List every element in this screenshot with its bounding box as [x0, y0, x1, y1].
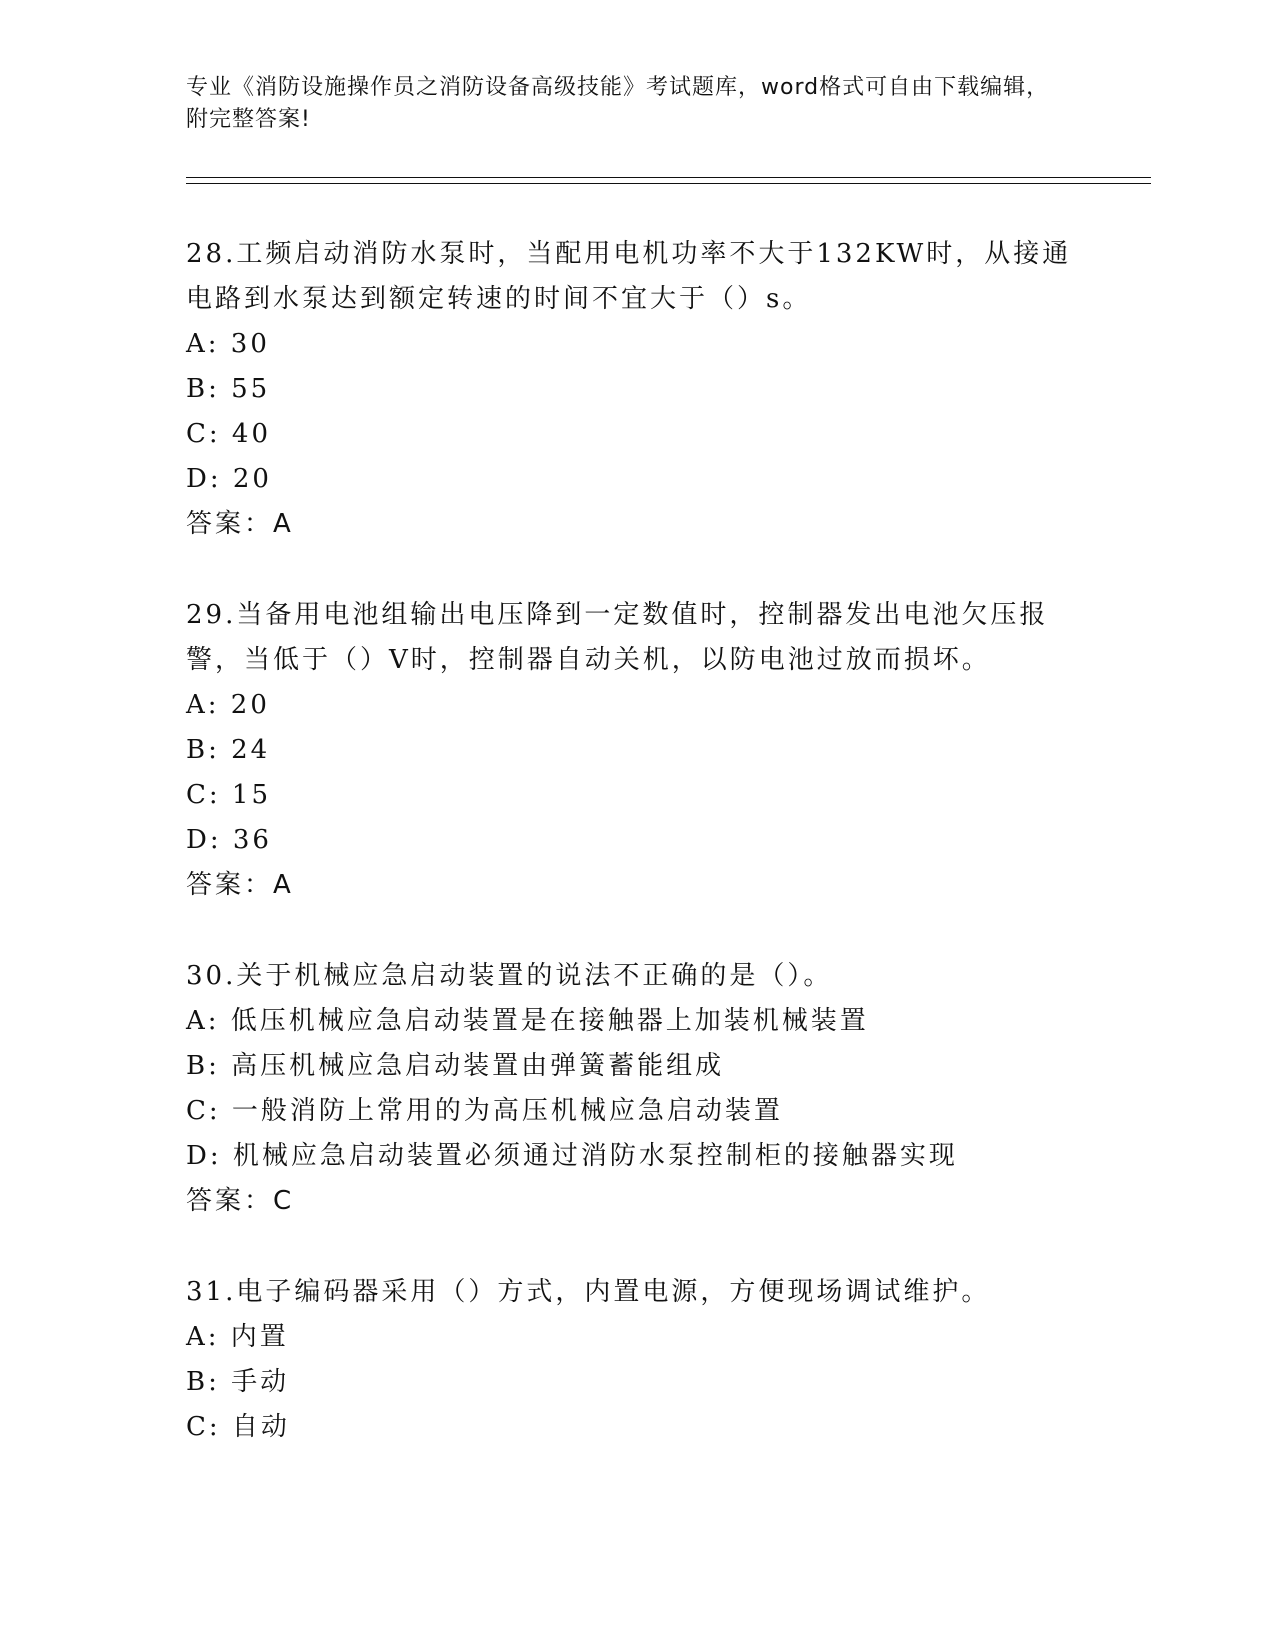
option-c: C: 一般消防上常用的为高压机械应急启动装置	[186, 1096, 783, 1126]
option-d: D: 机械应急启动装置必须通过消防水泵控制柜的接触器实现	[186, 1141, 958, 1171]
option-b: B: 55	[186, 374, 271, 404]
header-divider-top	[186, 177, 1151, 178]
option-a: A: 内置	[186, 1322, 289, 1352]
question-text: 28.工频启动消防水泵时，当配用电机功率不大于132KW时，从接通电路到水泵达到额定转速的时间不宜大于（）s。	[186, 239, 1072, 314]
question-31	[186, 1270, 1086, 1450]
header-divider-bottom	[186, 183, 1151, 184]
option-a: A: 30	[186, 329, 270, 359]
question-text: 31.电子编码器采用（）方式，内置电源，方便现场调试维护。	[186, 1277, 991, 1307]
question-list	[186, 232, 1086, 1496]
answer-line: 答案：A	[186, 509, 294, 539]
option-a: A: 低压机械应急启动装置是在接触器上加装机械装置	[186, 1006, 869, 1036]
document-header: 专业《消防设施操作员之消防设备高级技能》考试题库，word格式可自由下载编辑，附完整答案!	[186, 75, 1050, 132]
option-a: A: 20	[186, 690, 270, 720]
answer-line: 答案：C	[186, 1186, 295, 1216]
option-d: D: 36	[186, 825, 272, 855]
option-c: C: 自动	[186, 1412, 290, 1442]
question-text: 30.关于机械应急启动装置的说法不正确的是（）。	[186, 961, 833, 991]
question-30	[186, 954, 1086, 1224]
option-b: B: 24	[186, 735, 271, 765]
question-28	[186, 232, 1086, 547]
option-c: C: 15	[186, 780, 272, 810]
question-text: 29.当备用电池组输出电压降到一定数值时，控制器发出电池欠压报警，当低于（）V时，控制器自动关机，以防电池过放而损坏。	[186, 600, 1049, 675]
option-b: B: 手动	[186, 1367, 290, 1397]
option-b: B: 高压机械应急启动装置由弹簧蓄能组成	[186, 1051, 725, 1081]
answer-line: 答案：A	[186, 870, 294, 900]
option-d: D: 20	[186, 464, 272, 494]
question-29	[186, 593, 1086, 908]
option-c: C: 40	[186, 419, 272, 449]
